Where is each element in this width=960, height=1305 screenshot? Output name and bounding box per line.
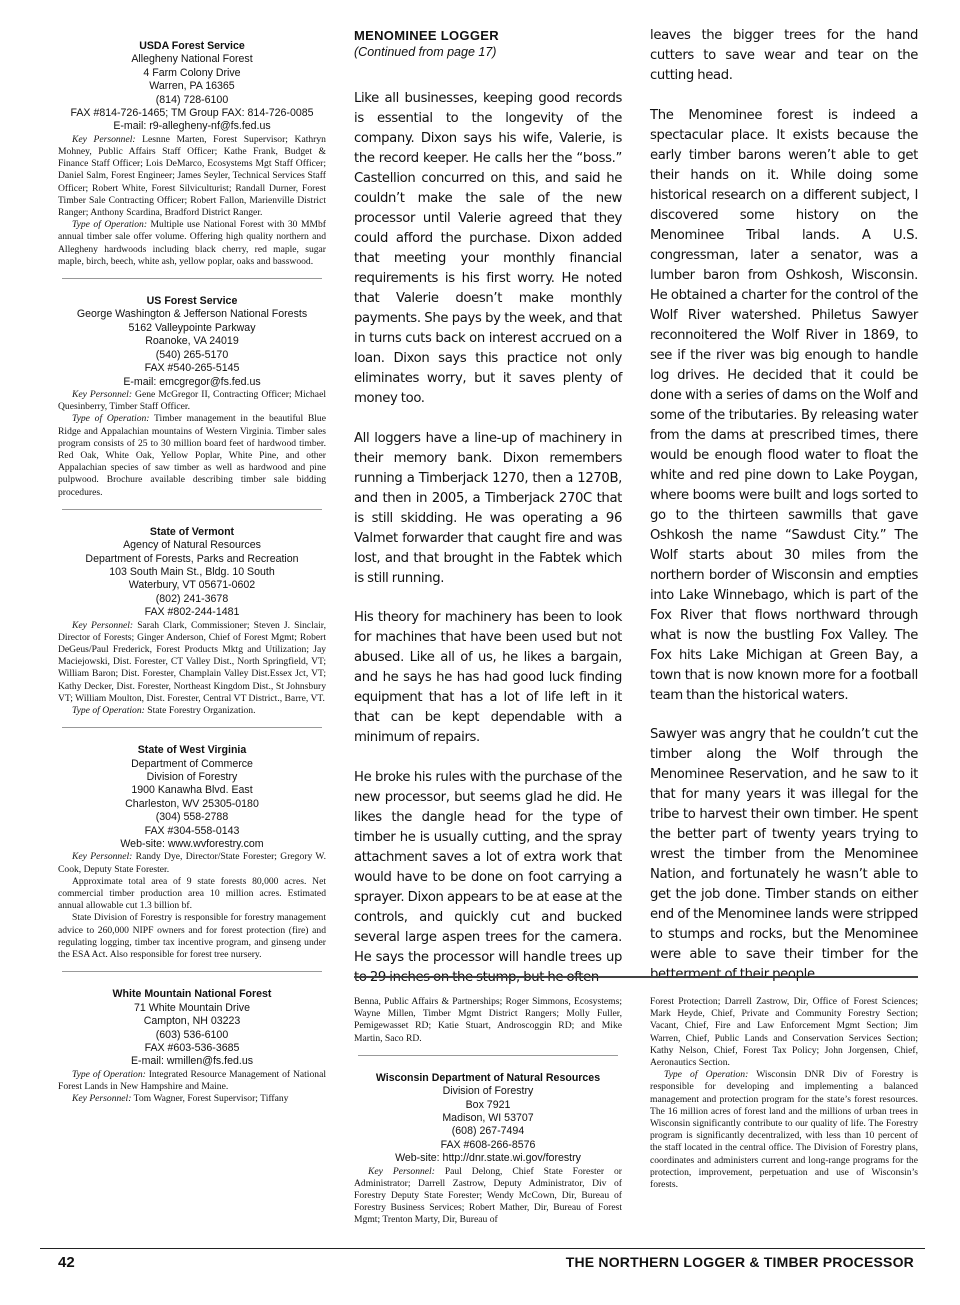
entry-label: Key Personnel: (72, 133, 136, 145)
entry-label: Key Personnel: (368, 1165, 435, 1177)
entry-org-name: US Forest Service (146, 295, 238, 308)
page-number: 42 (58, 1254, 75, 1271)
entry-text: State Forestry Organization. (144, 705, 256, 717)
entry-address-line: E-mail: r9-allegheny-nf@fs.fed.us (113, 120, 271, 133)
entry-org-name: White Mountain National Forest (112, 988, 272, 1001)
entry-label: Key Personnel: (72, 619, 134, 631)
entry-org-name: State of West Virginia (137, 744, 247, 757)
entry-label: Type of Operation: (72, 219, 148, 231)
entry-address-line: FAX #304-558-0143 (144, 824, 240, 837)
entry-address-line: 4 Farm Colony Drive (143, 66, 241, 79)
article-end-rule (354, 976, 918, 978)
entry-address-line: Division of Forestry (442, 1085, 534, 1098)
entry-paragraph (58, 219, 326, 268)
entry-paragraph (58, 851, 326, 875)
article-paragraph: The Menominee forest is indeed a spectacular place. It exists because the early timber barons weren’t able to get their hands on it. While doing some historical research on a different subject, I discovered some history on the Menominee Tribal lands. A U.S. congressman, later a senator, was a lumber baron from Oshkosh, Wisconsin. He obtained a charter for the control of the Wolf River watershed. Philetus Sawyer reconnoitered the Wolf River in 1869, to see if the river was big enough to handle log drives. He decided that it could be done with a series of dams on the Wolf and some of the tributaries. By releasing water from the dams at prescribed times, there would be enough flood water to float the white and red pine down to Lake Poygan, where booms were built and logs sorted to go to the thirteen sawmills that gave Oshkosh the name “Sawdust City.” The Wolf starts about 30 miles from the northern border of Wisconsin and empties into Lake Winnebago, which is part of the Fox River that flows northward through what is now the bustling Fox Valley. The Fox hits Lake Michigan at Green Bay, a town that is now known more for a football team than the historical waters. (650, 107, 918, 703)
article-paragraph: Like all businesses, keeping good records is essential to the longevity of the company. Dixon says his wife, Valerie, is the record keeper. He calls her the “boss.” Castellion concurred on this, and said he couldn’t make the sale of the new processor until Valerie agreed that they could afford the purchase. Dixon added that meeting your monthly financial requirements is his first worry. He noted that Valerie doesn’t make monthly payments. She pays by the week, and that in turns cuts back on interest accrued on a loan. Dixon says this practice not only eliminates worry, but it saves plenty of money too. (354, 91, 622, 406)
entry-text: State Division of Forestry is responsible for forestry management advice to 260,000 NIPF owners and for forest protection (fire) and regulating logging, timber tax incentive program, and ginseng under the ESA Act. Also responsible for forest tree nursery. (58, 912, 326, 961)
directory-entry (58, 526, 326, 717)
entry-text: Gene McGregor II, Contracting Officer; Michael Quesinberry, Timber Staff Officer. (58, 388, 326, 413)
entry-text: Wisconsin DNR Div of Forestry is responsible for developing and implementing a balanced management and protection program for the state’s forest resources. The 16 million acres of forest land and the millions of urban trees in Wisconsin significantly contribute to our quality of life. The Forestry program is significantly decentralized, with less than 10 percent of the staff located in the central office. The Division of Forestry plans, coordinates and administers current and long-range programs for the protection, improvement, perpetuation and use of Wisconsin’s forests. (650, 1069, 918, 1191)
continued-note: (Continued from page 17) (354, 45, 497, 59)
entry-address-line: FAX #802-244-1481 (144, 606, 240, 619)
entry-address-block (58, 526, 326, 620)
entry-address-block (58, 744, 326, 851)
directory-entry (58, 295, 326, 499)
directory-lower-right (650, 996, 918, 1191)
entry-address-line: (603) 536-6100 (155, 1028, 229, 1041)
directory-continued-text: Benna, Public Affairs & Partnerships; Roger Simmons, Ecosystems; Wayne Millen, Timber Mgmt District Rangers; Molly Fuller, Pemigewasset RD; Katie Stuart, Androscoggin RD; and Mike Martin, Saco RD. (354, 996, 622, 1044)
entry-address-line: Waterbury, VT 05671-0602 (128, 579, 256, 592)
entry-text: Randy Dye, Director/State Forester; Gregory W. Cook, Deputy State Forester. (58, 851, 326, 875)
entry-paragraph (58, 620, 326, 705)
entry-text: Sarah Clark, Commissioner; Steven J. Sinclair, Director of Forests; Ginger Anderson, Chief of Forest Mgmt; Robert DeGeus/Paul Frederick, Forest Products Mktg and Utilization; Jay Maciejowski, Dist. Forester, CT Valley Dist., North Springfield, VT; William Baron; Dist. Forester, Champlain Valley Dist.Essex Jct, VT; Kathy Decker, Dist. Forester, Northeast Kingdom Dist., St Johnsbury VT; William Moulton, Dist. Forester, Central VT District., Barre, VT. (58, 619, 326, 704)
entry-address-block (354, 1072, 622, 1166)
entry-address-line: Allegheny National Forest (131, 53, 253, 66)
entry-address-line: E-mail: emcgregor@fs.fed.us (123, 375, 261, 388)
entry-paragraph (650, 1069, 918, 1191)
entry-separator (62, 727, 322, 728)
entry-paragraph (58, 413, 326, 498)
entry-paragraph (58, 134, 326, 219)
article-title: MENOMINEE LOGGER (354, 28, 499, 43)
entry-org-name: Wisconsin Department of Natural Resources (375, 1071, 601, 1084)
entry-paragraph (58, 705, 326, 717)
directory-entry (58, 988, 326, 1105)
entry-org-name: State of Vermont (149, 525, 235, 538)
entry-text: Integrated Resource Management of National Forest Lands in New Hampshire and Maine. (58, 1068, 326, 1092)
entry-address-line: 1900 Kanawha Blvd. East (131, 784, 253, 797)
entry-address-line: (304) 558-2788 (155, 811, 229, 824)
entry-paragraph (58, 1093, 326, 1105)
entry-text: Multiple use National Forest with 30 MMbf annual timber sale offer volume. Offering high quality northern and Allegheny hardwoods including black cherry, red maple, sugar maple, birch, beech, white ash, yellow poplar, oaks and basswood. (58, 219, 326, 267)
entry-address-line: 71 White Mountain Drive (134, 1001, 250, 1014)
entry-paragraph (58, 876, 326, 913)
entry-address-line: FAX #814-726-1465; TM Group FAX: 814-726-0085 (70, 107, 314, 120)
entry-label: Key Personnel: (72, 388, 133, 400)
article-paragraph: Sawyer was angry that he couldn’t cut the timber along the Wolf through the Menominee Reservation, and he saw to it that for many years it was illegal for the tribe to harvest their own timber. He spent the better part of twenty years trying to wrest the timber from the Menominee Nation, and fortunately he wasn’t able to get the job done. Timber stands on either end of the Menominee lands were stripped to stumps and rocks, but the Menominee were able to save their timber for the betterment of their people. (650, 727, 918, 982)
entry-address-line: FAX #608-266-8576 (440, 1138, 536, 1151)
entry-address-line: Department of Commerce (131, 757, 253, 770)
entry-separator (62, 278, 322, 279)
entry-address-line: Agency of Natural Resources (123, 539, 261, 552)
directory-entry (58, 744, 326, 961)
entry-separator (62, 509, 322, 510)
entry-address-line: (802) 241-3678 (155, 592, 229, 605)
entry-address-line: Roanoke, VA 24019 (145, 335, 239, 348)
entry-address-line: Web-site: www.wvforestry.com (120, 838, 264, 851)
entry-address-line: FAX #540-265-5145 (144, 362, 240, 375)
entry-label: Type of Operation: (664, 1069, 749, 1081)
entry-address-line: (608) 267-7494 (451, 1125, 525, 1138)
entry-address-line: 103 South Main St., Bldg. 10 South (109, 565, 275, 578)
entry-text: Paul Delong, Chief State Forester or Administrator; Darrell Zastrow, Deputy Administrator, Div of Forestry Deputy State Forester; Wendy McCown, Dir, Bureau of Forestry Business Services; Robert Mather, Dir, Bureau of Forest Mgmt; Trenton Marty, Dir, Bureau of (354, 1165, 622, 1226)
entry-address-line: Web-site: http://dnr.state.wi.gov/forestry (395, 1152, 581, 1165)
entry-separator (358, 1055, 618, 1056)
entry-paragraph (354, 1166, 622, 1227)
entry-address-line: (540) 265-5170 (155, 348, 229, 361)
entry-address-line: (814) 728-6100 (155, 93, 229, 106)
entry-paragraph (58, 912, 326, 961)
entry-label: Type of Operation: (72, 705, 145, 717)
entry-address-line: Box 7921 (465, 1098, 511, 1111)
entry-paragraph (650, 996, 918, 1069)
entry-text: Lesnne Marten, Forest Supervisor; Kathryn Mohney, Public Affairs Staff Officer; Kathe Frank, Budget & Finance Staff Officer; Lois DeMarco, Ecosystems Mgt Staff Officer; Daniel Salm, Forest Engineer; James Seyler, Technical Services Staff Officer; Robert White, Forest Silviculturist; Randall Durner, Forest Timber Sale Contracting Officer; Robert Fallon, Marienville District Ranger; Anthony Scardina, Bradford District Ranger. (58, 133, 326, 219)
article-paragraph: His theory for machinery has been to look for machines that have been used but not abused. Like all of us, he likes a bargain, and he says he has had good luck finding equipment that has a lot of life left in it that can be kept dependable with a minimum of repairs. (354, 610, 622, 745)
entry-label: Key Personnel: (72, 1093, 132, 1105)
entry-address-line: Division of Forestry (146, 771, 238, 784)
entry-text: Tom Wagner, Forest Supervisor; Tiffany (131, 1093, 289, 1105)
entry-label: Key Personnel: (72, 851, 133, 863)
entry-address-line: Madison, WI 53707 (442, 1112, 534, 1125)
entry-address-block (58, 988, 326, 1068)
entry-text: Approximate total area of 9 state forests 80,000 acres. Net commercial timber production area 10 million acres. Estimated annual allowable cut 1.3 billion bf. (58, 875, 326, 912)
directory-lower-middle (354, 996, 622, 1227)
entry-address-line: E-mail: wmillen@fs.fed.us (130, 1055, 254, 1068)
entry-label: Type of Operation: (72, 1068, 146, 1080)
entry-address-line: 5162 Valleypointe Parkway (128, 321, 256, 334)
entry-label: Type of Operation: (72, 413, 150, 425)
publication-name: THE NORTHERN LOGGER & TIMBER PROCESSOR (565, 1254, 914, 1270)
article-column-right (650, 26, 918, 1005)
entry-org-name: USDA Forest Service (139, 40, 245, 52)
footer-rule (40, 1248, 925, 1249)
entry-address-line: Campton, NH 03223 (143, 1015, 241, 1028)
article-paragraph: He broke his rules with the purchase of the new processor, but seems glad he did. He likes the dangle head for the type of timber he is usually cutting, and the spray attachment saves a lot of extra work that would have to be done on foot carrying a sprayer. Dixon appears to be at ease at the controls, and quickly cut and bucked several large aspen trees for the camera. He says the processor will handle trees up to 29 inches on the stump, but he often (354, 769, 622, 985)
entry-paragraph (58, 1069, 326, 1093)
entry-separator (62, 971, 322, 972)
article-paragraph: leaves the bigger trees for the hand cutters to save wear and tear on the cutting head. (650, 28, 918, 83)
entry-text: Timber management in the beautiful Blue Ridge and Appalachian mountains of Western Virginia. Timber sales program consists of 25 to 30 million board feet of hardwood timber. Red Oak, White Oak, Yellow Poplar, White Pine, and other Appalachian species of saw timber as well as hardwood and pine pulpwood. Brochure available describing timber sale bidding procedures. (58, 413, 326, 498)
entry-address-block (58, 295, 326, 389)
entry-address-line: Charleston, WV 25305-0180 (125, 797, 259, 810)
entry-text: Forest Protection; Darrell Zastrow, Dir, Office of Forest Sciences; Mark Heyde, Chief, Private and Community Forestry Section; Vacant, Chief, Fire and Law Enforcement Mgmt Section; Jim Warren, Chief, Public Lands and Conservation Services Section; Kathy Nelson, Chief, Forest Tax Policy; John Jorgensen, Chief, Aeronautics Section. (650, 996, 918, 1069)
entry-address-line: FAX #603-536-3685 (144, 1041, 240, 1054)
directory-entry-wisconsin (354, 1072, 622, 1227)
article-column-middle (354, 0, 622, 1007)
directory-column-left (58, 40, 326, 1105)
entry-address-line: Warren, PA 16365 (149, 80, 235, 93)
directory-entry (58, 40, 326, 268)
article-paragraph: All loggers have a line-up of machinery in their memory bank. Dixon remembers running a Timberjack 1270, then a 1270B, and then in 2005, a Timberjack 270C that is still skidding. He was operating a 96 Valmet forwarder that caught fire and was lost, and that brought in the Fabtek which is still running. (354, 430, 622, 586)
entry-address-line: Department of Forests, Parks and Recreation (85, 552, 299, 565)
entry-paragraph (58, 389, 326, 413)
entry-address-block (58, 40, 326, 134)
entry-address-line: George Washington & Jefferson National Forests (76, 308, 308, 321)
